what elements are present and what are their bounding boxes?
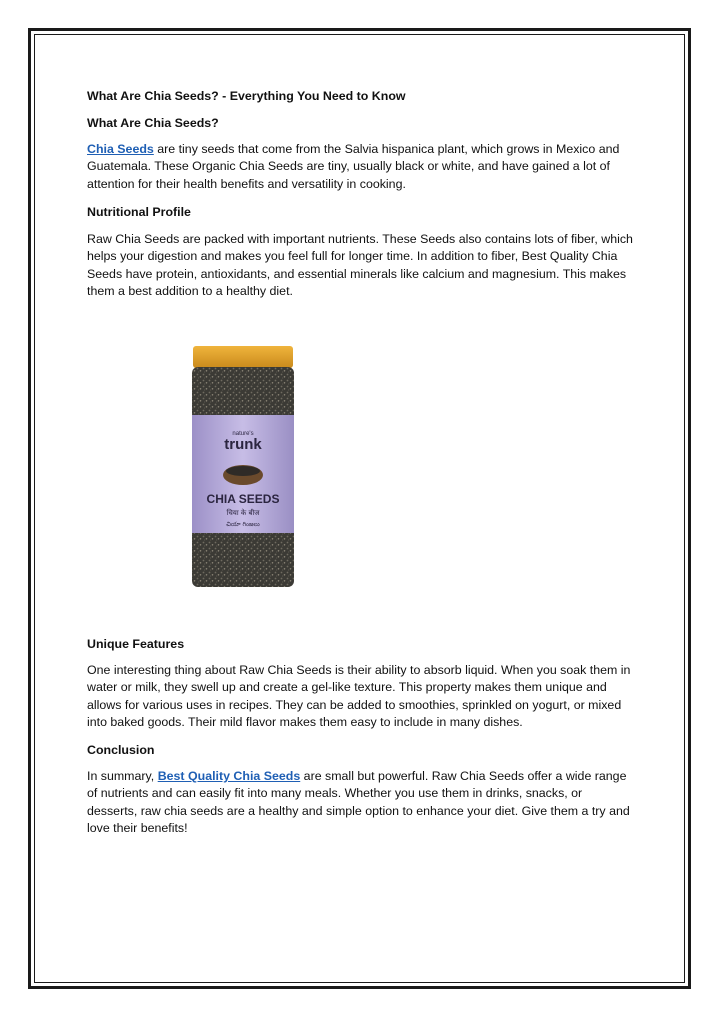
section-text: are small but powerful. Raw Chia Seeds offer a wide range of nutrients and can easily fit into many meals. Whether you use them in drinks, snacks, or desserts, raw chia seeds are a healthy and simple option to enhance your diet. Give them a try and love their benefits!	[87, 769, 630, 836]
section-body-unique: One interesting thing about Raw Chia Seeds is their ability to absorb liquid. When you soak them in water or milk, they swell up and create a gel-like texture. This property makes them unique and allows for various uses in recipes. They can be added to smoothies, sprinkled on yogurt, or mixed into baked goods. Their mild flavor makes them easy to include in many dishes.	[87, 663, 631, 730]
section-body-what-are	[87, 141, 635, 193]
best-quality-chia-seeds-link[interactable]: Best Quality Chia Seeds	[157, 769, 301, 783]
label-hindi-text: चिया के बीज	[226, 509, 260, 517]
label-title-text: CHIA SEEDS	[206, 492, 280, 506]
section-heading-what-are: What Are Chia Seeds?	[87, 116, 219, 130]
brand-small-text: nature's	[232, 431, 254, 437]
section-body-conclusion	[87, 768, 635, 838]
page-title: What Are Chia Seeds? - Everything You Need to Know	[87, 89, 406, 103]
chia-seeds-link[interactable]: Chia Seeds	[87, 142, 154, 156]
section-heading-unique: Unique Features	[87, 637, 185, 651]
section-text: In summary,	[87, 769, 158, 783]
brand-name-text: trunk	[224, 436, 262, 453]
label-telugu-text: చియా గింజలు	[226, 521, 260, 528]
jar-lid	[193, 346, 293, 368]
section-heading-conclusion: Conclusion	[87, 743, 155, 757]
chia-seeds-jar-image	[190, 343, 296, 589]
section-text: are tiny seeds that come from the Salvia hispanica plant, which grows in Mexico and Guatemala. These Organic Chia Seeds are tiny, usually black or white, and have gained a lot of attention for their health benefits and versatility in cooking.	[87, 142, 620, 191]
section-body-nutrition: Raw Chia Seeds are packed with important nutrients. These Seeds also contains lots of fiber, which helps your digestion and makes you feel full for longer time. In addition to fiber, Best Quality Chia Seeds have protein, antioxidants, and essential minerals like calcium and magnesium. This makes them a best addition to a healthy diet.	[87, 232, 633, 299]
section-heading-nutrition: Nutritional Profile	[87, 205, 191, 219]
